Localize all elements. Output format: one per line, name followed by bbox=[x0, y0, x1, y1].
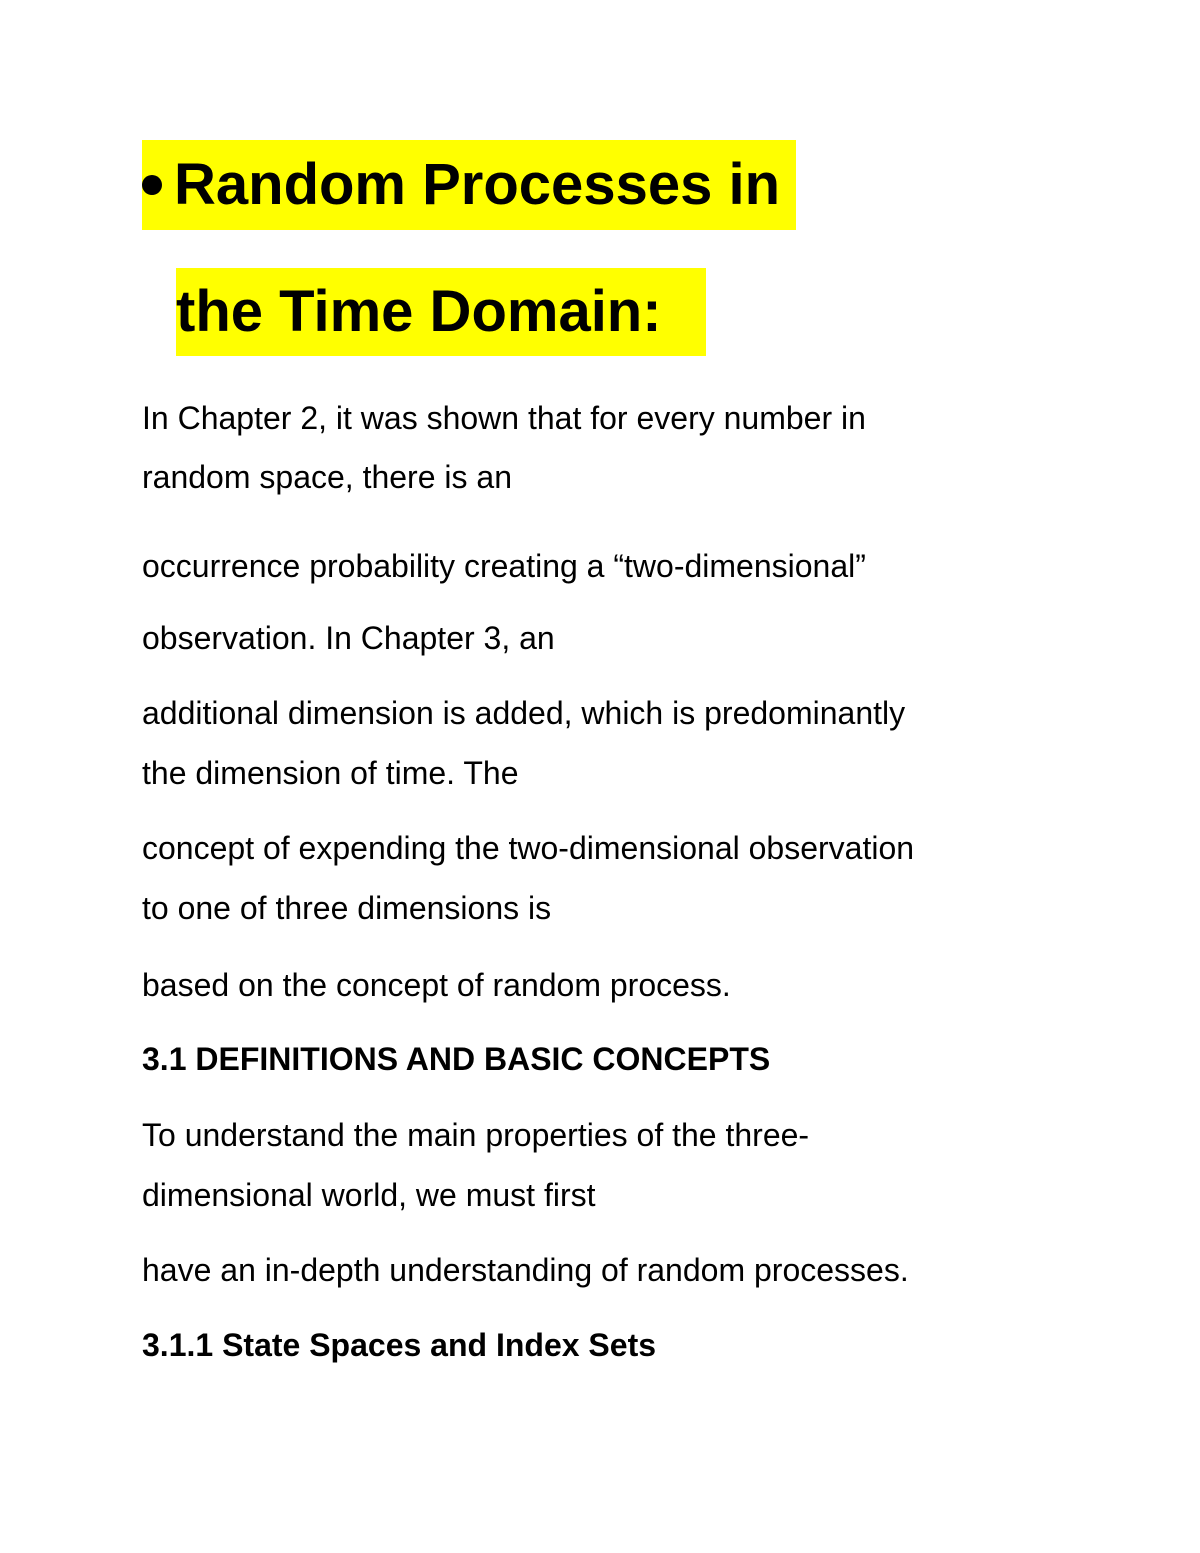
bullet-icon bbox=[142, 175, 162, 195]
body-line: have an in-depth understanding of random processes. bbox=[142, 1252, 909, 1288]
body-line: random space, there is an bbox=[142, 459, 512, 495]
body-line: observation. In Chapter 3, an bbox=[142, 620, 555, 656]
body-line: In Chapter 2, it was shown that for every number in bbox=[142, 400, 866, 436]
section-heading: 3.1 DEFINITIONS AND BASIC CONCEPTS bbox=[142, 1041, 771, 1077]
body-line: the dimension of time. The bbox=[142, 755, 519, 791]
body-line: based on the concept of random process. bbox=[142, 967, 731, 1003]
body-line: additional dimension is added, which is predominantly bbox=[142, 695, 906, 731]
title-text-2: the Time Domain: bbox=[176, 279, 662, 344]
body-line: to one of three dimensions is bbox=[142, 890, 552, 926]
title-line-2 bbox=[176, 272, 662, 352]
body-line: To understand the main properties of the three- bbox=[142, 1117, 810, 1153]
subsection-heading: 3.1.1 State Spaces and Index Sets bbox=[142, 1327, 657, 1363]
body-line: occurrence probability creating a “two-dimensional” bbox=[142, 548, 866, 584]
body-line: dimensional world, we must first bbox=[142, 1177, 596, 1213]
title-line-1 bbox=[142, 145, 780, 225]
title-text-1: Random Processes in bbox=[174, 152, 780, 217]
body-line: concept of expending the two-dimensional observation bbox=[142, 830, 915, 866]
